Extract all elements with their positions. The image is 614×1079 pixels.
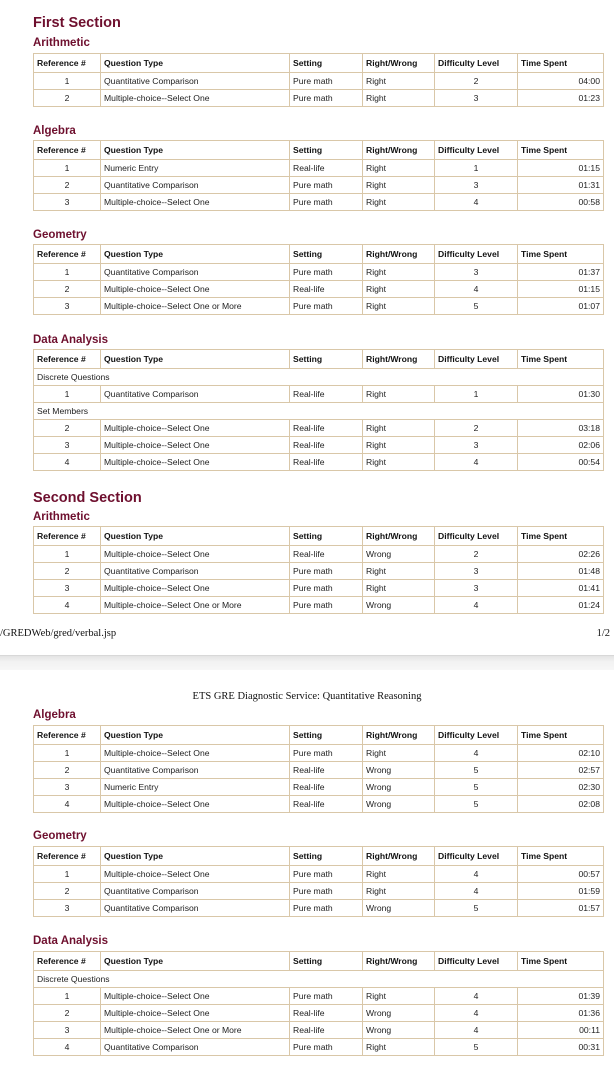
cell-time-spent: 02:57 <box>518 762 604 779</box>
cell-setting: Pure math <box>290 866 363 883</box>
cell-setting: Real-life <box>290 1022 363 1039</box>
cell-question-type: Multiple-choice--Select One <box>101 454 290 471</box>
column-header-time-spent: Time Spent <box>518 141 604 160</box>
cell-setting: Pure math <box>290 90 363 107</box>
cell-difficulty: 3 <box>435 90 518 107</box>
cell-question-type: Multiple-choice--Select One <box>101 90 290 107</box>
cell-difficulty: 4 <box>435 866 518 883</box>
cell-right-wrong: Wrong <box>363 900 435 917</box>
cell-reference: 3 <box>34 437 101 454</box>
cell-right-wrong: Right <box>363 563 435 580</box>
results-table <box>33 53 604 107</box>
cell-reference: 4 <box>34 796 101 813</box>
cell-right-wrong: Wrong <box>363 597 435 614</box>
cell-right-wrong: Wrong <box>363 796 435 813</box>
column-header-question-type: Question Type <box>101 54 290 73</box>
cell-time-spent: 01:23 <box>518 90 604 107</box>
table-row <box>34 160 604 177</box>
column-header-time-spent: Time Spent <box>518 952 604 971</box>
cell-difficulty: 1 <box>435 160 518 177</box>
table-row <box>34 281 604 298</box>
cell-difficulty: 2 <box>435 546 518 563</box>
cell-setting: Pure math <box>290 177 363 194</box>
cell-reference: 1 <box>34 160 101 177</box>
cell-right-wrong: Right <box>363 90 435 107</box>
column-header-reference: Reference # <box>34 726 101 745</box>
cell-question-type: Numeric Entry <box>101 160 290 177</box>
cell-difficulty: 4 <box>435 281 518 298</box>
table-row <box>34 563 604 580</box>
cell-setting: Pure math <box>290 900 363 917</box>
column-header-question-type: Question Type <box>101 952 290 971</box>
cell-reference: 2 <box>34 762 101 779</box>
cell-setting: Pure math <box>290 563 363 580</box>
cell-difficulty: 5 <box>435 1039 518 1056</box>
table-row <box>34 420 604 437</box>
cell-reference: 2 <box>34 883 101 900</box>
cell-difficulty: 3 <box>435 437 518 454</box>
table-title: Algebra <box>33 125 76 137</box>
cell-reference: 2 <box>34 1005 101 1022</box>
table-row <box>34 437 604 454</box>
cell-right-wrong: Wrong <box>363 1005 435 1022</box>
cell-question-type: Multiple-choice--Select One <box>101 546 290 563</box>
cell-difficulty: 5 <box>435 298 518 315</box>
footer-page-number: 1/2 <box>596 628 610 639</box>
cell-time-spent: 00:54 <box>518 454 604 471</box>
cell-right-wrong: Right <box>363 177 435 194</box>
cell-reference: 1 <box>34 73 101 90</box>
cell-reference: 1 <box>34 866 101 883</box>
cell-difficulty: 2 <box>435 420 518 437</box>
column-header-time-spent: Time Spent <box>518 245 604 264</box>
column-header-question-type: Question Type <box>101 245 290 264</box>
cell-right-wrong: Right <box>363 883 435 900</box>
cell-setting: Real-life <box>290 281 363 298</box>
section-title-first: First Section <box>33 15 121 31</box>
table-header-row <box>34 350 604 369</box>
table-row <box>34 194 604 211</box>
table-row <box>34 796 604 813</box>
cell-reference: 2 <box>34 177 101 194</box>
column-header-right-wrong: Right/Wrong <box>363 54 435 73</box>
cell-right-wrong: Right <box>363 437 435 454</box>
cell-time-spent: 01:24 <box>518 597 604 614</box>
cell-setting: Real-life <box>290 386 363 403</box>
cell-question-type: Quantitative Comparison <box>101 900 290 917</box>
cell-right-wrong: Right <box>363 281 435 298</box>
column-header-question-type: Question Type <box>101 847 290 866</box>
table-row <box>34 1005 604 1022</box>
cell-setting: Real-life <box>290 796 363 813</box>
table-row <box>34 762 604 779</box>
cell-right-wrong: Right <box>363 264 435 281</box>
cell-reference: 1 <box>34 745 101 762</box>
column-header-time-spent: Time Spent <box>518 527 604 546</box>
cell-reference: 1 <box>34 264 101 281</box>
cell-setting: Real-life <box>290 437 363 454</box>
column-header-question-type: Question Type <box>101 141 290 160</box>
table-row <box>34 454 604 471</box>
results-table <box>33 526 604 614</box>
cell-time-spent: 01:37 <box>518 264 604 281</box>
table-title: Geometry <box>33 830 87 842</box>
column-header-setting: Setting <box>290 245 363 264</box>
column-header-time-spent: Time Spent <box>518 726 604 745</box>
table-row <box>34 580 604 597</box>
table-row <box>34 1039 604 1056</box>
cell-question-type: Quantitative Comparison <box>101 563 290 580</box>
results-table <box>33 140 604 211</box>
column-header-time-spent: Time Spent <box>518 350 604 369</box>
table-row <box>34 298 604 315</box>
column-header-setting: Setting <box>290 952 363 971</box>
cell-time-spent: 01:48 <box>518 563 604 580</box>
results-table <box>33 725 604 813</box>
cell-time-spent: 01:15 <box>518 281 604 298</box>
results-table <box>33 846 604 917</box>
cell-question-type: Multiple-choice--Select One <box>101 420 290 437</box>
cell-reference: 2 <box>34 420 101 437</box>
cell-setting: Real-life <box>290 1005 363 1022</box>
results-table <box>33 951 604 1056</box>
page-header-title: ETS GRE Diagnostic Service: Quantitative Reasoning <box>192 691 422 702</box>
group-row <box>34 403 604 420</box>
table-header-row <box>34 54 604 73</box>
cell-difficulty: 4 <box>435 745 518 762</box>
column-header-right-wrong: Right/Wrong <box>363 952 435 971</box>
table-row <box>34 597 604 614</box>
column-header-setting: Setting <box>290 527 363 546</box>
column-header-question-type: Question Type <box>101 726 290 745</box>
cell-time-spent: 01:15 <box>518 160 604 177</box>
cell-right-wrong: Right <box>363 866 435 883</box>
cell-question-type: Numeric Entry <box>101 779 290 796</box>
cell-question-type: Quantitative Comparison <box>101 1039 290 1056</box>
table-row <box>34 177 604 194</box>
cell-reference: 3 <box>34 580 101 597</box>
cell-time-spent: 02:10 <box>518 745 604 762</box>
cell-reference: 4 <box>34 454 101 471</box>
table-header-row <box>34 245 604 264</box>
table-row <box>34 386 604 403</box>
cell-reference: 1 <box>34 386 101 403</box>
table-header-row <box>34 141 604 160</box>
cell-time-spent: 04:00 <box>518 73 604 90</box>
cell-question-type: Quantitative Comparison <box>101 762 290 779</box>
cell-time-spent: 02:26 <box>518 546 604 563</box>
column-header-setting: Setting <box>290 54 363 73</box>
group-label: Discrete Questions <box>34 971 604 988</box>
group-row <box>34 369 604 386</box>
cell-setting: Real-life <box>290 546 363 563</box>
table-row <box>34 866 604 883</box>
cell-reference: 3 <box>34 900 101 917</box>
column-header-time-spent: Time Spent <box>518 847 604 866</box>
cell-time-spent: 02:30 <box>518 779 604 796</box>
cell-difficulty: 5 <box>435 796 518 813</box>
column-header-reference: Reference # <box>34 952 101 971</box>
cell-difficulty: 4 <box>435 988 518 1005</box>
cell-setting: Real-life <box>290 420 363 437</box>
group-label: Discrete Questions <box>34 369 604 386</box>
cell-right-wrong: Right <box>363 580 435 597</box>
cell-reference: 1 <box>34 988 101 1005</box>
cell-setting: Real-life <box>290 779 363 796</box>
cell-difficulty: 3 <box>435 177 518 194</box>
column-header-setting: Setting <box>290 141 363 160</box>
cell-question-type: Multiple-choice--Select One or More <box>101 298 290 315</box>
table-row <box>34 1022 604 1039</box>
column-header-difficulty: Difficulty Level <box>435 847 518 866</box>
page-break <box>0 655 614 670</box>
table-title: Algebra <box>33 709 76 721</box>
column-header-difficulty: Difficulty Level <box>435 952 518 971</box>
table-row <box>34 90 604 107</box>
column-header-difficulty: Difficulty Level <box>435 54 518 73</box>
cell-difficulty: 3 <box>435 563 518 580</box>
cell-setting: Pure math <box>290 580 363 597</box>
cell-right-wrong: Right <box>363 988 435 1005</box>
column-header-right-wrong: Right/Wrong <box>363 141 435 160</box>
cell-right-wrong: Right <box>363 420 435 437</box>
cell-reference: 2 <box>34 90 101 107</box>
cell-setting: Real-life <box>290 762 363 779</box>
cell-question-type: Quantitative Comparison <box>101 264 290 281</box>
column-header-reference: Reference # <box>34 141 101 160</box>
footer-url: /GREDWeb/gred/verbal.jsp <box>0 628 117 639</box>
column-header-reference: Reference # <box>34 847 101 866</box>
cell-time-spent: 00:11 <box>518 1022 604 1039</box>
cell-right-wrong: Right <box>363 745 435 762</box>
cell-setting: Pure math <box>290 883 363 900</box>
column-header-setting: Setting <box>290 726 363 745</box>
cell-right-wrong: Right <box>363 160 435 177</box>
cell-right-wrong: Right <box>363 386 435 403</box>
table-row <box>34 988 604 1005</box>
cell-time-spent: 01:31 <box>518 177 604 194</box>
results-table <box>33 349 604 471</box>
cell-right-wrong: Right <box>363 73 435 90</box>
column-header-reference: Reference # <box>34 54 101 73</box>
cell-right-wrong: Right <box>363 194 435 211</box>
column-header-difficulty: Difficulty Level <box>435 245 518 264</box>
cell-right-wrong: Right <box>363 298 435 315</box>
cell-difficulty: 4 <box>435 1022 518 1039</box>
cell-reference: 1 <box>34 546 101 563</box>
cell-question-type: Multiple-choice--Select One <box>101 194 290 211</box>
column-header-right-wrong: Right/Wrong <box>363 350 435 369</box>
cell-time-spent: 01:30 <box>518 386 604 403</box>
cell-right-wrong: Wrong <box>363 762 435 779</box>
report-page-2 <box>0 670 614 1079</box>
section-title-second: Second Section <box>33 490 142 506</box>
cell-reference: 3 <box>34 779 101 796</box>
cell-time-spent: 01:59 <box>518 883 604 900</box>
results-table <box>33 244 604 315</box>
column-header-time-spent: Time Spent <box>518 54 604 73</box>
cell-time-spent: 01:57 <box>518 900 604 917</box>
cell-question-type: Multiple-choice--Select One <box>101 437 290 454</box>
column-header-difficulty: Difficulty Level <box>435 350 518 369</box>
column-header-reference: Reference # <box>34 527 101 546</box>
cell-time-spent: 01:07 <box>518 298 604 315</box>
cell-question-type: Multiple-choice--Select One <box>101 796 290 813</box>
cell-reference: 3 <box>34 1022 101 1039</box>
cell-difficulty: 4 <box>435 194 518 211</box>
table-row <box>34 73 604 90</box>
group-row <box>34 971 604 988</box>
cell-time-spent: 02:08 <box>518 796 604 813</box>
column-header-right-wrong: Right/Wrong <box>363 726 435 745</box>
cell-setting: Pure math <box>290 988 363 1005</box>
column-header-difficulty: Difficulty Level <box>435 527 518 546</box>
table-header-row <box>34 726 604 745</box>
cell-reference: 4 <box>34 597 101 614</box>
cell-question-type: Multiple-choice--Select One <box>101 580 290 597</box>
cell-setting: Pure math <box>290 597 363 614</box>
table-title: Arithmetic <box>33 37 90 49</box>
cell-difficulty: 2 <box>435 73 518 90</box>
table-header-row <box>34 952 604 971</box>
cell-difficulty: 4 <box>435 1005 518 1022</box>
cell-question-type: Quantitative Comparison <box>101 177 290 194</box>
cell-time-spent: 00:58 <box>518 194 604 211</box>
cell-right-wrong: Right <box>363 454 435 471</box>
column-header-right-wrong: Right/Wrong <box>363 527 435 546</box>
cell-question-type: Quantitative Comparison <box>101 73 290 90</box>
cell-question-type: Multiple-choice--Select One or More <box>101 1022 290 1039</box>
table-row <box>34 883 604 900</box>
cell-reference: 2 <box>34 281 101 298</box>
cell-question-type: Quantitative Comparison <box>101 386 290 403</box>
table-header-row <box>34 847 604 866</box>
table-row <box>34 745 604 762</box>
cell-difficulty: 3 <box>435 580 518 597</box>
cell-question-type: Multiple-choice--Select One <box>101 866 290 883</box>
column-header-difficulty: Difficulty Level <box>435 726 518 745</box>
column-header-setting: Setting <box>290 350 363 369</box>
cell-question-type: Quantitative Comparison <box>101 883 290 900</box>
cell-difficulty: 4 <box>435 454 518 471</box>
cell-setting: Pure math <box>290 298 363 315</box>
cell-difficulty: 3 <box>435 264 518 281</box>
cell-reference: 4 <box>34 1039 101 1056</box>
cell-setting: Pure math <box>290 73 363 90</box>
column-header-right-wrong: Right/Wrong <box>363 245 435 264</box>
cell-right-wrong: Wrong <box>363 779 435 796</box>
cell-setting: Real-life <box>290 160 363 177</box>
table-title: Data Analysis <box>33 334 108 346</box>
cell-right-wrong: Wrong <box>363 546 435 563</box>
table-row <box>34 546 604 563</box>
cell-difficulty: 5 <box>435 900 518 917</box>
table-title: Geometry <box>33 229 87 241</box>
cell-question-type: Multiple-choice--Select One <box>101 1005 290 1022</box>
table-title: Data Analysis <box>33 935 108 947</box>
cell-difficulty: 4 <box>435 883 518 900</box>
cell-time-spent: 02:06 <box>518 437 604 454</box>
cell-difficulty: 5 <box>435 779 518 796</box>
cell-question-type: Multiple-choice--Select One <box>101 281 290 298</box>
cell-time-spent: 03:18 <box>518 420 604 437</box>
cell-right-wrong: Right <box>363 1039 435 1056</box>
cell-difficulty: 5 <box>435 762 518 779</box>
column-header-question-type: Question Type <box>101 350 290 369</box>
column-header-reference: Reference # <box>34 245 101 264</box>
cell-setting: Pure math <box>290 264 363 281</box>
cell-time-spent: 01:36 <box>518 1005 604 1022</box>
column-header-difficulty: Difficulty Level <box>435 141 518 160</box>
table-header-row <box>34 527 604 546</box>
cell-right-wrong: Wrong <box>363 1022 435 1039</box>
cell-time-spent: 01:39 <box>518 988 604 1005</box>
cell-difficulty: 4 <box>435 597 518 614</box>
cell-difficulty: 1 <box>435 386 518 403</box>
table-row <box>34 264 604 281</box>
column-header-right-wrong: Right/Wrong <box>363 847 435 866</box>
cell-question-type: Multiple-choice--Select One <box>101 988 290 1005</box>
cell-setting: Pure math <box>290 745 363 762</box>
cell-setting: Pure math <box>290 194 363 211</box>
cell-reference: 2 <box>34 563 101 580</box>
column-header-question-type: Question Type <box>101 527 290 546</box>
table-title: Arithmetic <box>33 511 90 523</box>
group-label: Set Members <box>34 403 604 420</box>
cell-question-type: Multiple-choice--Select One <box>101 745 290 762</box>
cell-time-spent: 00:57 <box>518 866 604 883</box>
cell-time-spent: 00:31 <box>518 1039 604 1056</box>
cell-setting: Pure math <box>290 1039 363 1056</box>
cell-reference: 3 <box>34 298 101 315</box>
cell-time-spent: 01:41 <box>518 580 604 597</box>
column-header-reference: Reference # <box>34 350 101 369</box>
column-header-setting: Setting <box>290 847 363 866</box>
cell-reference: 3 <box>34 194 101 211</box>
cell-setting: Real-life <box>290 454 363 471</box>
table-row <box>34 900 604 917</box>
table-row <box>34 779 604 796</box>
cell-question-type: Multiple-choice--Select One or More <box>101 597 290 614</box>
